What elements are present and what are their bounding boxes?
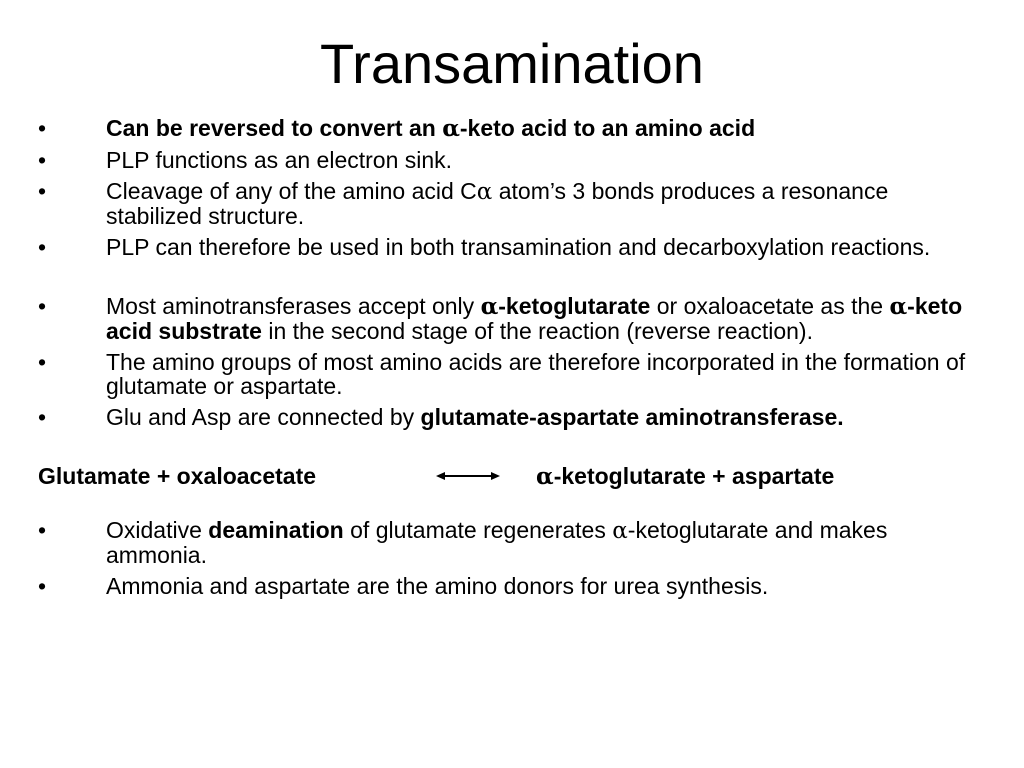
alpha-symbol: α (480, 293, 499, 320)
text-run: Most aminotransferases accept only (106, 293, 481, 319)
bullet-item (38, 518, 978, 567)
equation-right-text: -ketoglutarate + aspartate (553, 463, 835, 489)
bullet-item (38, 179, 978, 228)
spacer (38, 436, 978, 464)
bullet-marker: • (38, 293, 47, 319)
bullet-text (106, 404, 844, 430)
alpha-symbol: α (442, 115, 460, 142)
bullet-item (38, 235, 978, 259)
bullet-item (38, 148, 978, 172)
text-run: -keto acid substrate (106, 293, 963, 344)
bullet-item (38, 405, 978, 429)
bullet-marker: • (38, 573, 47, 599)
text-run: -keto acid to an amino acid (459, 115, 756, 141)
bullet-marker: • (38, 349, 47, 375)
bullet-item (38, 116, 978, 141)
text-run: Can be reversed to convert an (106, 115, 443, 141)
bullet-marker: • (38, 517, 47, 543)
spacer (38, 266, 978, 294)
bullet-text (106, 573, 768, 599)
bullet-group-2 (38, 294, 978, 429)
bullet-marker: • (38, 178, 47, 204)
text-run: of glutamate regenerates (343, 517, 613, 543)
bullet-text (106, 234, 930, 260)
text-run: -ketoglutarate (498, 293, 651, 319)
bullet-group-1 (38, 116, 978, 259)
bullet-text (106, 115, 755, 141)
text-run: Glu and Asp are connected by (106, 404, 421, 430)
bullet-marker: • (38, 234, 47, 260)
alpha-symbol: α (536, 463, 554, 490)
bullet-text (106, 293, 962, 344)
bullet-item (38, 350, 978, 398)
bullet-marker: • (38, 404, 47, 430)
bullet-text (106, 147, 452, 173)
text-run: Oxidative (106, 517, 209, 543)
text-run: PLP functions as an electron sink. (106, 147, 453, 173)
bullet-item (38, 574, 978, 598)
text-run: Cleavage of any of the amino acid C (106, 178, 477, 204)
text-run: deamination (208, 517, 344, 543)
text-run: PLP can therefore be used in both transamination and decarboxylation reactions. (106, 234, 931, 260)
bullet-item (38, 294, 978, 343)
slide-title: Transamination (320, 32, 704, 95)
bullet-marker: • (38, 147, 47, 173)
bullet-text (106, 349, 965, 399)
text-run: glutamate-aspartate aminotransferase. (420, 404, 844, 430)
alpha-symbol: α (476, 179, 493, 205)
slide-content (38, 116, 978, 605)
text-run: in the second stage of the reaction (reverse reaction). (261, 318, 813, 344)
alpha-symbol: α (612, 518, 628, 544)
text-run: or oxaloacetate as the (650, 293, 890, 319)
reaction-equation (38, 464, 978, 490)
bullet-marker: • (38, 115, 47, 141)
alpha-symbol: α (889, 293, 908, 320)
equation-right (536, 464, 834, 489)
equation-left: Glutamate + oxaloacetate (38, 463, 317, 489)
text-run: atom’s 3 bonds produces a resonance stabilized structure. (106, 178, 889, 229)
text-run: -ketoglutarate and makes ammonia. (106, 517, 888, 568)
bullet-text (106, 178, 888, 229)
spacer (38, 490, 978, 518)
text-run: Ammonia and aspartate are the amino donors for urea synthesis. (106, 573, 769, 599)
double-arrow-icon (436, 467, 500, 485)
bullet-text (106, 517, 887, 568)
text-run: The amino groups of most amino acids are therefore incorporated in the formation of glutamate or aspartate. (106, 349, 966, 399)
bullet-group-3 (38, 518, 978, 598)
